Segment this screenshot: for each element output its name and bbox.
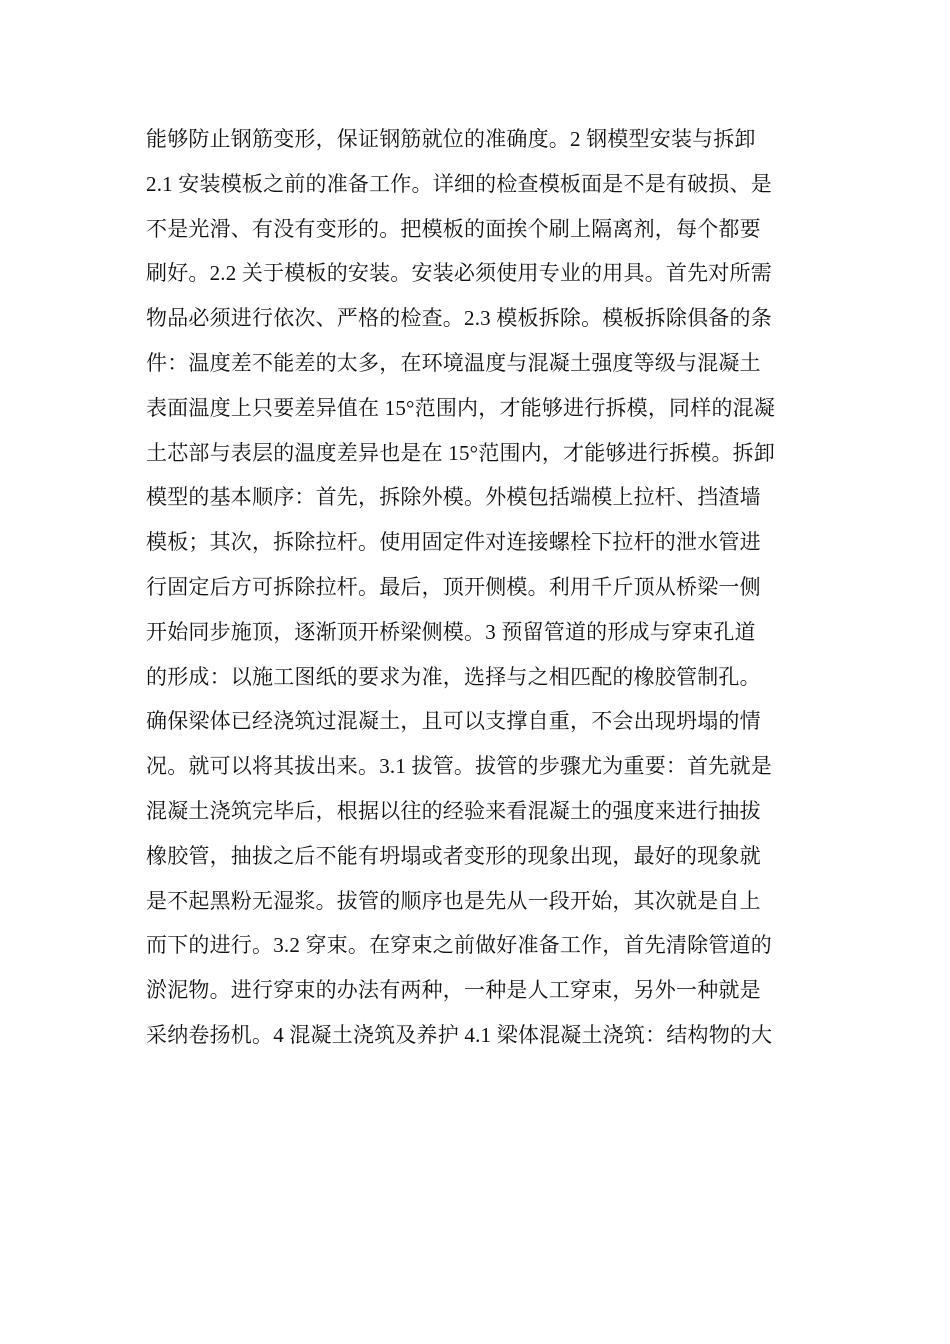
text-line: 混凝土浇筑完毕后，根据以往的经验来看混凝土的强度来进行抽拔 [146,798,761,823]
text-line: 能够防止钢筋变形，保证钢筋就位的准确度。2 钢模型安装与拆卸 [146,127,756,151]
text-line: 不是光滑、有没有变形的。把模板的面挨个刷上隔离剂，每个都要 [146,216,761,241]
text-line: 淤泥物。进行穿束的办法有两种，一种是人工穿束，另外一种就是 [146,978,761,1003]
text-line: 刷好。2.2 关于模板的安装。安装必须使用专业的用具。首先对所需 [146,261,772,286]
text-line: 2.1 安装模板之前的准备工作。详细的检查模板面是不是有破损、是 [146,171,772,196]
text-line: 是不起黑粉无湿浆。拔管的顺序也是先从一段开始，其次就是自上 [146,888,761,913]
text-line: 的形成：以施工图纸的要求为准，选择与之相匹配的橡胶管制孔。 [146,664,761,689]
text-line: 而下的进行。3.2 穿束。在穿束之前做好准备工作，首先清除管道的 [146,933,772,958]
text-line: 采纳卷扬机。4 混凝土浇筑及养护 4.1 梁体混凝土浇筑：结构物的大 [146,1022,773,1047]
text-line: 物品必须进行依次、严格的检查。2.3 模板拆除。模板拆除俱备的条 [146,306,772,331]
text-line: 橡胶管，抽拔之后不能有坍塌或者变形的现象出现，最好的现象就 [146,843,761,868]
text-line: 模板；其次，拆除拉杆。使用固定件对连接螺栓下拉杆的泄水管进 [146,530,761,555]
text-line: 行固定后方可拆除拉杆。最后，顶开侧模。利用千斤顶从桥梁一侧 [146,574,761,599]
text-line: 件：温度差不能差的太多，在环境温度与混凝土强度等级与混凝土 [146,350,761,375]
text-line: 况。就可以将其拔出来。3.1 拔管。拔管的步骤尤为重要：首先就是 [146,754,772,779]
text-line: 确保梁体已经浇筑过混凝土，且可以支撑自重，不会出现坍塌的情 [146,709,761,734]
text-line: 模型的基本顺序：首先，拆除外模。外模包括端模上拉杆、挡渣墙 [146,485,761,510]
text-line: 表面温度上只要差异值在 15°范围内，才能够进行拆模，同样的混凝 [146,395,776,420]
text-line: 土芯部与表层的温度差异也是在 15°范围内，才能够进行拆模。拆卸 [146,440,776,465]
text-line: 开始同步施顶，逐渐顶开桥梁侧模。3 预留管道的形成与穿束孔道 [146,619,756,644]
body-text [146,117,806,1058]
